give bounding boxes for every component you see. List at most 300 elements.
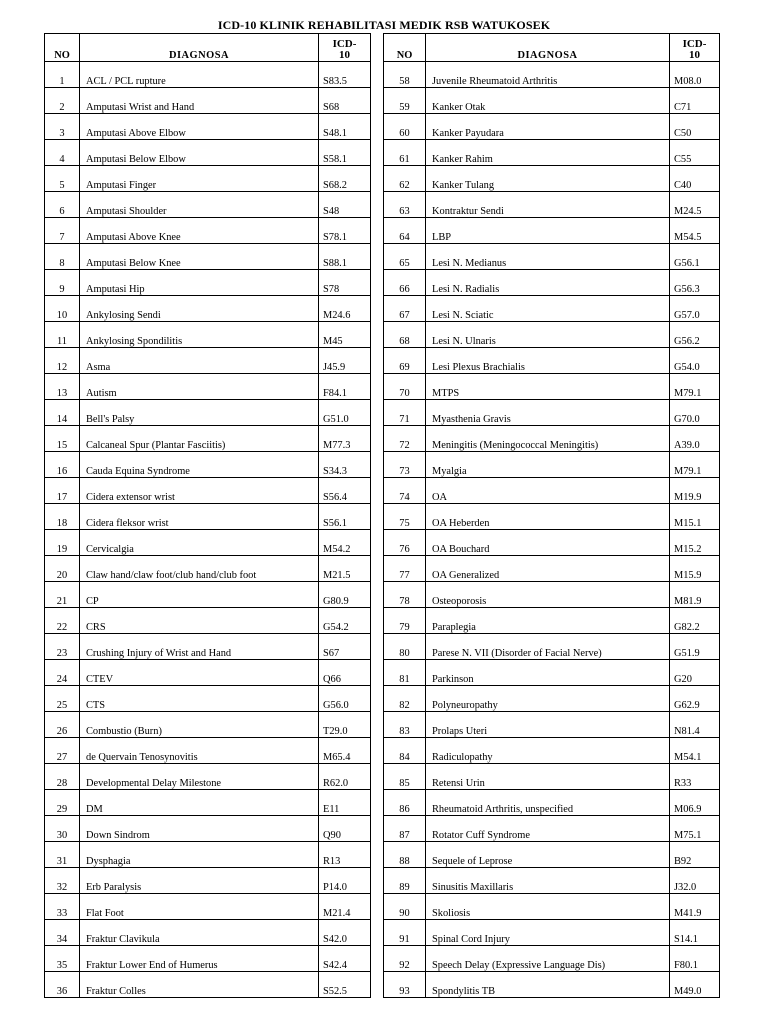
table-row	[45, 166, 371, 192]
cell-icd-code: S88.1	[319, 244, 371, 270]
cell-icd-code: A39.0	[670, 426, 720, 452]
cell-icd-code: Q66	[319, 660, 371, 686]
table-row	[384, 296, 720, 322]
cell-icd-code: M65.4	[319, 738, 371, 764]
cell-diagnosa: Combustio (Burn)	[80, 712, 319, 738]
cell-icd-code: R13	[319, 842, 371, 868]
cell-no: 2	[45, 88, 80, 114]
cell-diagnosa: Rheumatoid Arthritis, unspecified	[426, 790, 670, 816]
table-row	[45, 608, 371, 634]
table-row	[45, 764, 371, 790]
cell-diagnosa: Spondylitis TB	[426, 972, 670, 998]
table-row	[45, 920, 371, 946]
cell-diagnosa: Amputasi Finger	[80, 166, 319, 192]
table-row	[384, 478, 720, 504]
table-row	[384, 634, 720, 660]
cell-no: 64	[384, 218, 426, 244]
cell-icd-code: S34.3	[319, 452, 371, 478]
cell-diagnosa: Bell's Palsy	[80, 400, 319, 426]
cell-icd-code: Q90	[319, 816, 371, 842]
cell-no: 32	[45, 868, 80, 894]
cell-no: 24	[45, 660, 80, 686]
table-row	[45, 842, 371, 868]
cell-icd-code: G56.1	[670, 244, 720, 270]
cell-diagnosa: CRS	[80, 608, 319, 634]
cell-no: 30	[45, 816, 80, 842]
table-row	[45, 140, 371, 166]
cell-icd-code: P14.0	[319, 868, 371, 894]
cell-icd-code: C50	[670, 114, 720, 140]
cell-icd-code: C55	[670, 140, 720, 166]
cell-icd-code: S42.4	[319, 946, 371, 972]
cell-no: 66	[384, 270, 426, 296]
cell-no: 8	[45, 244, 80, 270]
cell-no: 81	[384, 660, 426, 686]
cell-diagnosa: Radiculopathy	[426, 738, 670, 764]
cell-no: 76	[384, 530, 426, 556]
header-diagnosa: DIAGNOSA	[80, 34, 319, 62]
cell-no: 65	[384, 244, 426, 270]
cell-no: 73	[384, 452, 426, 478]
cell-diagnosa: Retensi Urin	[426, 764, 670, 790]
cell-no: 31	[45, 842, 80, 868]
cell-icd-code: M54.5	[670, 218, 720, 244]
table-row	[45, 348, 371, 374]
table-row	[45, 712, 371, 738]
cell-no: 80	[384, 634, 426, 660]
table-row	[384, 322, 720, 348]
cell-icd-code: M79.1	[670, 452, 720, 478]
cell-no: 28	[45, 764, 80, 790]
table-row	[45, 660, 371, 686]
cell-icd-code: M15.9	[670, 556, 720, 582]
cell-icd-code: M21.5	[319, 556, 371, 582]
cell-icd-code: M45	[319, 322, 371, 348]
cell-no: 26	[45, 712, 80, 738]
cell-diagnosa: OA Generalized	[426, 556, 670, 582]
cell-diagnosa: Crushing Injury of Wrist and Hand	[80, 634, 319, 660]
table-row	[45, 322, 371, 348]
cell-diagnosa: Parkinson	[426, 660, 670, 686]
table-row	[45, 62, 371, 88]
table-row	[384, 582, 720, 608]
cell-no: 19	[45, 530, 80, 556]
cell-diagnosa: Amputasi Shoulder	[80, 192, 319, 218]
cell-diagnosa: Sinusitis Maxillaris	[426, 868, 670, 894]
cell-no: 3	[45, 114, 80, 140]
cell-no: 1	[45, 62, 80, 88]
cell-diagnosa: Asma	[80, 348, 319, 374]
cell-no: 90	[384, 894, 426, 920]
cell-no: 9	[45, 270, 80, 296]
cell-no: 4	[45, 140, 80, 166]
cell-diagnosa: DM	[80, 790, 319, 816]
table-row	[45, 972, 371, 998]
cell-icd-code: M15.1	[670, 504, 720, 530]
cell-no: 87	[384, 816, 426, 842]
cell-diagnosa: Spinal Cord Injury	[426, 920, 670, 946]
cell-no: 86	[384, 790, 426, 816]
cell-diagnosa: Amputasi Below Elbow	[80, 140, 319, 166]
header-diagnosa: DIAGNOSA	[426, 34, 670, 62]
cell-no: 72	[384, 426, 426, 452]
cell-no: 18	[45, 504, 80, 530]
cell-no: 12	[45, 348, 80, 374]
cell-icd-code: S48	[319, 192, 371, 218]
cell-no: 93	[384, 972, 426, 998]
cell-icd-code: C71	[670, 88, 720, 114]
cell-diagnosa: Cidera fleksor wrist	[80, 504, 319, 530]
cell-diagnosa: Dysphagia	[80, 842, 319, 868]
cell-icd-code: S83.5	[319, 62, 371, 88]
cell-icd-code: M81.9	[670, 582, 720, 608]
cell-no: 88	[384, 842, 426, 868]
cell-no: 69	[384, 348, 426, 374]
table-row	[45, 556, 371, 582]
cell-icd-code: M19.9	[670, 478, 720, 504]
cell-diagnosa: Prolaps Uteri	[426, 712, 670, 738]
cell-no: 15	[45, 426, 80, 452]
cell-no: 71	[384, 400, 426, 426]
cell-diagnosa: Fraktur Colles	[80, 972, 319, 998]
cell-diagnosa: Myasthenia Gravis	[426, 400, 670, 426]
cell-diagnosa: Amputasi Hip	[80, 270, 319, 296]
cell-icd-code: M49.0	[670, 972, 720, 998]
cell-diagnosa: Speech Delay (Expressive Language Dis)	[426, 946, 670, 972]
cell-diagnosa: Sequele of Leprose	[426, 842, 670, 868]
table-row	[384, 192, 720, 218]
cell-diagnosa: ACL / PCL rupture	[80, 62, 319, 88]
table-row	[384, 88, 720, 114]
table-row	[384, 712, 720, 738]
table-row	[384, 946, 720, 972]
header-no: NO	[45, 34, 80, 62]
table-row	[45, 296, 371, 322]
cell-icd-code: G54.2	[319, 608, 371, 634]
cell-icd-code: M15.2	[670, 530, 720, 556]
cell-icd-code: F80.1	[670, 946, 720, 972]
cell-diagnosa: Kontraktur Sendi	[426, 192, 670, 218]
cell-no: 20	[45, 556, 80, 582]
cell-icd-code: G56.0	[319, 686, 371, 712]
table-row	[45, 634, 371, 660]
cell-icd-code: R33	[670, 764, 720, 790]
cell-icd-code: S67	[319, 634, 371, 660]
table-row	[384, 244, 720, 270]
icd-table-right	[383, 33, 720, 998]
cell-no: 29	[45, 790, 80, 816]
cell-diagnosa: CTS	[80, 686, 319, 712]
cell-icd-code: G54.0	[670, 348, 720, 374]
header-icd-line2: 10	[689, 49, 700, 61]
cell-no: 63	[384, 192, 426, 218]
cell-icd-code: R62.0	[319, 764, 371, 790]
cell-no: 7	[45, 218, 80, 244]
cell-icd-code: S14.1	[670, 920, 720, 946]
cell-diagnosa: Osteoporosis	[426, 582, 670, 608]
table-row	[45, 504, 371, 530]
cell-diagnosa: Claw hand/claw foot/club hand/club foot	[80, 556, 319, 582]
table-header-row	[384, 34, 720, 62]
table-row	[45, 218, 371, 244]
cell-diagnosa: Kanker Otak	[426, 88, 670, 114]
cell-diagnosa: Meningitis (Meningococcal Meningitis)	[426, 426, 670, 452]
cell-diagnosa: LBP	[426, 218, 670, 244]
left-table-body	[45, 62, 371, 998]
cell-icd-code: G51.0	[319, 400, 371, 426]
cell-no: 70	[384, 374, 426, 400]
cell-diagnosa: Flat Foot	[80, 894, 319, 920]
cell-icd-code: S42.0	[319, 920, 371, 946]
table-row	[384, 556, 720, 582]
cell-diagnosa: Lesi N. Medianus	[426, 244, 670, 270]
cell-icd-code: M41.9	[670, 894, 720, 920]
cell-no: 5	[45, 166, 80, 192]
cell-no: 35	[45, 946, 80, 972]
cell-diagnosa: Amputasi Above Elbow	[80, 114, 319, 140]
cell-icd-code: M77.3	[319, 426, 371, 452]
cell-diagnosa: Amputasi Wrist and Hand	[80, 88, 319, 114]
table-row	[384, 218, 720, 244]
cell-diagnosa: Rotator Cuff Syndrome	[426, 816, 670, 842]
cell-diagnosa: Lesi N. Ulnaris	[426, 322, 670, 348]
table-row	[45, 114, 371, 140]
cell-icd-code: G56.2	[670, 322, 720, 348]
cell-diagnosa: Ankylosing Sendi	[80, 296, 319, 322]
table-row	[384, 738, 720, 764]
cell-icd-code: M24.6	[319, 296, 371, 322]
table-row	[45, 192, 371, 218]
cell-no: 82	[384, 686, 426, 712]
cell-diagnosa: Amputasi Below Knee	[80, 244, 319, 270]
table-row	[384, 764, 720, 790]
cell-icd-code: C40	[670, 166, 720, 192]
cell-icd-code: J45.9	[319, 348, 371, 374]
cell-icd-code: B92	[670, 842, 720, 868]
cell-no: 17	[45, 478, 80, 504]
cell-no: 10	[45, 296, 80, 322]
table-row	[384, 868, 720, 894]
cell-no: 11	[45, 322, 80, 348]
table-row	[384, 686, 720, 712]
cell-diagnosa: Lesi Plexus Brachialis	[426, 348, 670, 374]
cell-icd-code: J32.0	[670, 868, 720, 894]
cell-icd-code: G56.3	[670, 270, 720, 296]
cell-diagnosa: Lesi N. Radialis	[426, 270, 670, 296]
cell-icd-code: E11	[319, 790, 371, 816]
table-row	[45, 88, 371, 114]
cell-diagnosa: Developmental Delay Milestone	[80, 764, 319, 790]
table-row	[384, 348, 720, 374]
cell-diagnosa: Skoliosis	[426, 894, 670, 920]
cell-diagnosa: Calcaneal Spur (Plantar Fasciitis)	[80, 426, 319, 452]
cell-icd-code: S78	[319, 270, 371, 296]
table-row	[384, 270, 720, 296]
cell-icd-code: M24.5	[670, 192, 720, 218]
cell-diagnosa: de Quervain Tenosynovitis	[80, 738, 319, 764]
header-icd	[670, 34, 720, 62]
table-row	[384, 894, 720, 920]
table-row	[384, 790, 720, 816]
cell-diagnosa: Paraplegia	[426, 608, 670, 634]
cell-no: 62	[384, 166, 426, 192]
cell-no: 36	[45, 972, 80, 998]
table-row	[384, 374, 720, 400]
page-title: ICD-10 KLINIK REHABILITASI MEDIK RSB WATUKOSEK	[217, 18, 551, 32]
cell-no: 13	[45, 374, 80, 400]
cell-no: 23	[45, 634, 80, 660]
cell-no: 59	[384, 88, 426, 114]
table-row	[45, 530, 371, 556]
cell-no: 83	[384, 712, 426, 738]
cell-no: 25	[45, 686, 80, 712]
cell-no: 78	[384, 582, 426, 608]
cell-diagnosa: Myalgia	[426, 452, 670, 478]
cell-icd-code: S56.1	[319, 504, 371, 530]
table-row	[45, 400, 371, 426]
cell-icd-code: G20	[670, 660, 720, 686]
cell-no: 6	[45, 192, 80, 218]
cell-diagnosa: Amputasi Above Knee	[80, 218, 319, 244]
table-row	[384, 504, 720, 530]
cell-no: 91	[384, 920, 426, 946]
table-row	[45, 816, 371, 842]
header-icd-line1: ICD-	[332, 38, 357, 50]
cell-no: 33	[45, 894, 80, 920]
cell-no: 16	[45, 452, 80, 478]
cell-icd-code: M54.2	[319, 530, 371, 556]
cell-no: 74	[384, 478, 426, 504]
table-row	[384, 660, 720, 686]
table-row	[384, 816, 720, 842]
table-row	[45, 426, 371, 452]
cell-diagnosa: Kanker Tulang	[426, 166, 670, 192]
table-row	[45, 244, 371, 270]
cell-no: 27	[45, 738, 80, 764]
cell-diagnosa: Kanker Rahim	[426, 140, 670, 166]
cell-icd-code: G70.0	[670, 400, 720, 426]
cell-no: 89	[384, 868, 426, 894]
cell-no: 22	[45, 608, 80, 634]
cell-diagnosa: Autism	[80, 374, 319, 400]
table-row	[45, 452, 371, 478]
table-row	[45, 374, 371, 400]
cell-diagnosa: OA Heberden	[426, 504, 670, 530]
cell-icd-code: S68	[319, 88, 371, 114]
cell-no: 67	[384, 296, 426, 322]
cell-no: 84	[384, 738, 426, 764]
header-icd-line2: 10	[339, 49, 350, 61]
cell-icd-code: S48.1	[319, 114, 371, 140]
cell-diagnosa: Fraktur Lower End of Humerus	[80, 946, 319, 972]
table-row	[384, 166, 720, 192]
cell-diagnosa: CP	[80, 582, 319, 608]
cell-no: 21	[45, 582, 80, 608]
cell-diagnosa: Juvenile Rheumatoid Arthritis	[426, 62, 670, 88]
cell-icd-code: M21.4	[319, 894, 371, 920]
cell-icd-code: S78.1	[319, 218, 371, 244]
table-row	[384, 400, 720, 426]
cell-icd-code: G62.9	[670, 686, 720, 712]
cell-icd-code: T29.0	[319, 712, 371, 738]
cell-diagnosa: MTPS	[426, 374, 670, 400]
table-row	[384, 452, 720, 478]
table-row	[384, 972, 720, 998]
table-row	[384, 842, 720, 868]
table-row	[45, 946, 371, 972]
cell-icd-code: M75.1	[670, 816, 720, 842]
table-row	[384, 114, 720, 140]
cell-icd-code: S68.2	[319, 166, 371, 192]
cell-no: 75	[384, 504, 426, 530]
cell-diagnosa: Cervicalgia	[80, 530, 319, 556]
cell-diagnosa: Lesi N. Sciatic	[426, 296, 670, 322]
cell-no: 79	[384, 608, 426, 634]
cell-icd-code: N81.4	[670, 712, 720, 738]
table-row	[45, 582, 371, 608]
cell-diagnosa: Cidera extensor wrist	[80, 478, 319, 504]
cell-diagnosa: Cauda Equina Syndrome	[80, 452, 319, 478]
cell-diagnosa: Fraktur Clavikula	[80, 920, 319, 946]
cell-icd-code: M08.0	[670, 62, 720, 88]
cell-icd-code: G51.9	[670, 634, 720, 660]
cell-icd-code: G80.9	[319, 582, 371, 608]
cell-icd-code: M79.1	[670, 374, 720, 400]
cell-icd-code: S56.4	[319, 478, 371, 504]
cell-no: 77	[384, 556, 426, 582]
cell-icd-code: G57.0	[670, 296, 720, 322]
cell-diagnosa: Erb Paralysis	[80, 868, 319, 894]
cell-diagnosa: Ankylosing Spondilitis	[80, 322, 319, 348]
cell-no: 60	[384, 114, 426, 140]
table-row	[45, 478, 371, 504]
cell-diagnosa: Down Sindrom	[80, 816, 319, 842]
cell-diagnosa: CTEV	[80, 660, 319, 686]
table-row	[45, 270, 371, 296]
table-row	[384, 62, 720, 88]
cell-diagnosa: Parese N. VII (Disorder of Facial Nerve)	[426, 634, 670, 660]
cell-icd-code: M06.9	[670, 790, 720, 816]
cell-icd-code: F84.1	[319, 374, 371, 400]
cell-diagnosa: OA	[426, 478, 670, 504]
cell-no: 68	[384, 322, 426, 348]
cell-icd-code: S58.1	[319, 140, 371, 166]
cell-diagnosa: Kanker Payudara	[426, 114, 670, 140]
header-no: NO	[384, 34, 426, 62]
cell-no: 85	[384, 764, 426, 790]
cell-no: 58	[384, 62, 426, 88]
table-row	[384, 920, 720, 946]
cell-icd-code: G82.2	[670, 608, 720, 634]
table-row	[45, 686, 371, 712]
header-icd	[319, 34, 371, 62]
icd-table-left	[44, 33, 371, 998]
cell-no: 34	[45, 920, 80, 946]
right-table-body	[384, 62, 720, 998]
cell-no: 92	[384, 946, 426, 972]
cell-diagnosa: Polyneuropathy	[426, 686, 670, 712]
table-row	[384, 140, 720, 166]
table-row	[384, 530, 720, 556]
table-row	[45, 738, 371, 764]
cell-no: 14	[45, 400, 80, 426]
cell-diagnosa: OA Bouchard	[426, 530, 670, 556]
table-header-row	[45, 34, 371, 62]
cell-icd-code: S52.5	[319, 972, 371, 998]
cell-icd-code: M54.1	[670, 738, 720, 764]
cell-no: 61	[384, 140, 426, 166]
table-row	[45, 790, 371, 816]
